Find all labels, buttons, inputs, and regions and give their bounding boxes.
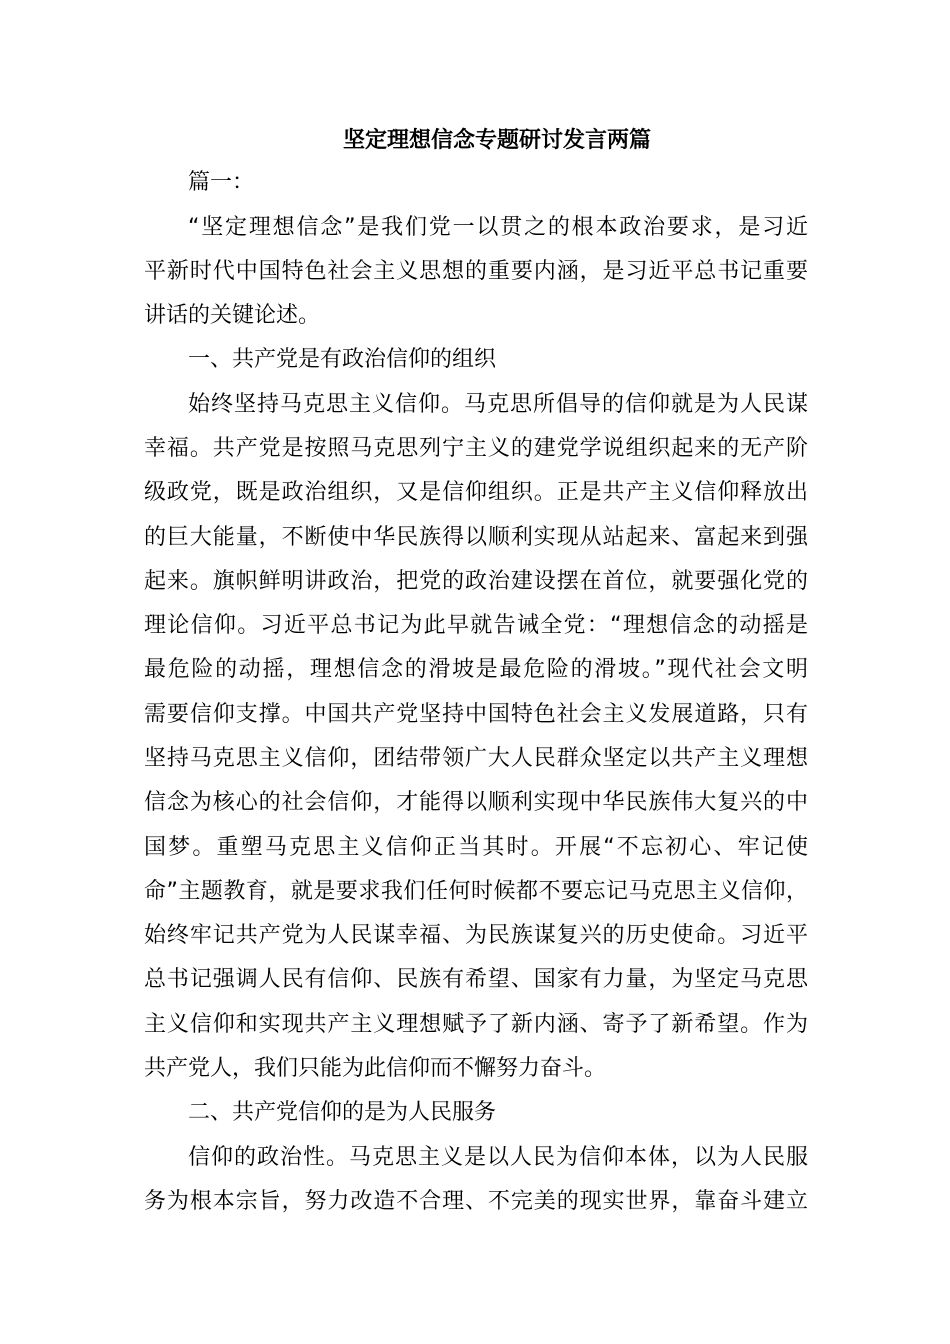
paragraph-line: 始终牢记共产党为人民谋幸福、为民族谋复兴的历史使命。习近平 (144, 923, 808, 948)
paragraph-line: 命”主题教育，就是要求我们任何时候都不要忘记马克思主义信仰， (144, 879, 808, 904)
paragraph-line: 最危险的动摇，理想信念的滑坡是最危险的滑坡。”现代社会文明 (144, 657, 808, 682)
section-heading: 二、共产党信仰的是为人民服务 (188, 1100, 497, 1125)
paragraph-line: “坚定理想信念”是我们党一以贯之的根本政治要求，是习近 (188, 215, 808, 240)
paragraph-line: 讲话的关键论述。 (144, 303, 321, 328)
paragraph-line: 共产党人，我们只能为此信仰而不懈努力奋斗。 (144, 1056, 607, 1081)
paragraph-line: 幸福。共产党是按照马克思列宁主义的建党学说组织起来的无产阶 (144, 436, 808, 461)
paragraph-line: 的巨大能量，不断使中华民族得以顺利实现从站起来、富起来到强 (144, 525, 808, 550)
paragraph-line: 平新时代中国特色社会主义思想的重要内涵，是习近平总书记重要 (144, 259, 808, 284)
paragraph-line: 信仰的政治性。马克思主义是以人民为信仰本体，以为人民服 (188, 1145, 808, 1170)
document-title: 坚定理想信念专题研讨发言两篇 (342, 128, 651, 153)
paragraph-line: 起来。旗帜鲜明讲政治，把党的政治建设摆在首位，就要强化党的 (144, 569, 808, 594)
paragraph-line: 主义信仰和实现共产主义理想赋予了新内涵、寄予了新希望。作为 (144, 1012, 808, 1037)
paragraph-line: 需要信仰支撑。中国共产党坚持中国特色社会主义发展道路，只有 (144, 702, 808, 727)
paragraph-line: 篇一： (188, 170, 255, 195)
paragraph-line: 始终坚持马克思主义信仰。马克思所倡导的信仰就是为人民谋 (188, 392, 808, 417)
section-heading: 一、共产党是有政治信仰的组织 (188, 347, 497, 372)
paragraph-line: 理论信仰。习近平总书记为此早就告诫全党：“理想信念的动摇是 (144, 613, 808, 638)
paragraph-line: 信念为核心的社会信仰，才能得以顺利实现中华民族伟大复兴的中 (144, 790, 808, 815)
paragraph-line: 国梦。重塑马克思主义信仰正当其时。开展“不忘初心、牢记使 (144, 835, 808, 860)
paragraph-line: 总书记强调人民有信仰、民族有希望、国家有力量，为坚定马克思 (144, 967, 808, 992)
paragraph-line: 务为根本宗旨，努力改造不合理、不完美的现实世界，靠奋斗建立 (144, 1189, 808, 1214)
paragraph-line: 坚持马克思主义信仰，团结带领广大人民群众坚定以共产主义理想 (144, 746, 808, 771)
paragraph-line: 级政党，既是政治组织，又是信仰组织。正是共产主义信仰释放出 (144, 480, 808, 505)
